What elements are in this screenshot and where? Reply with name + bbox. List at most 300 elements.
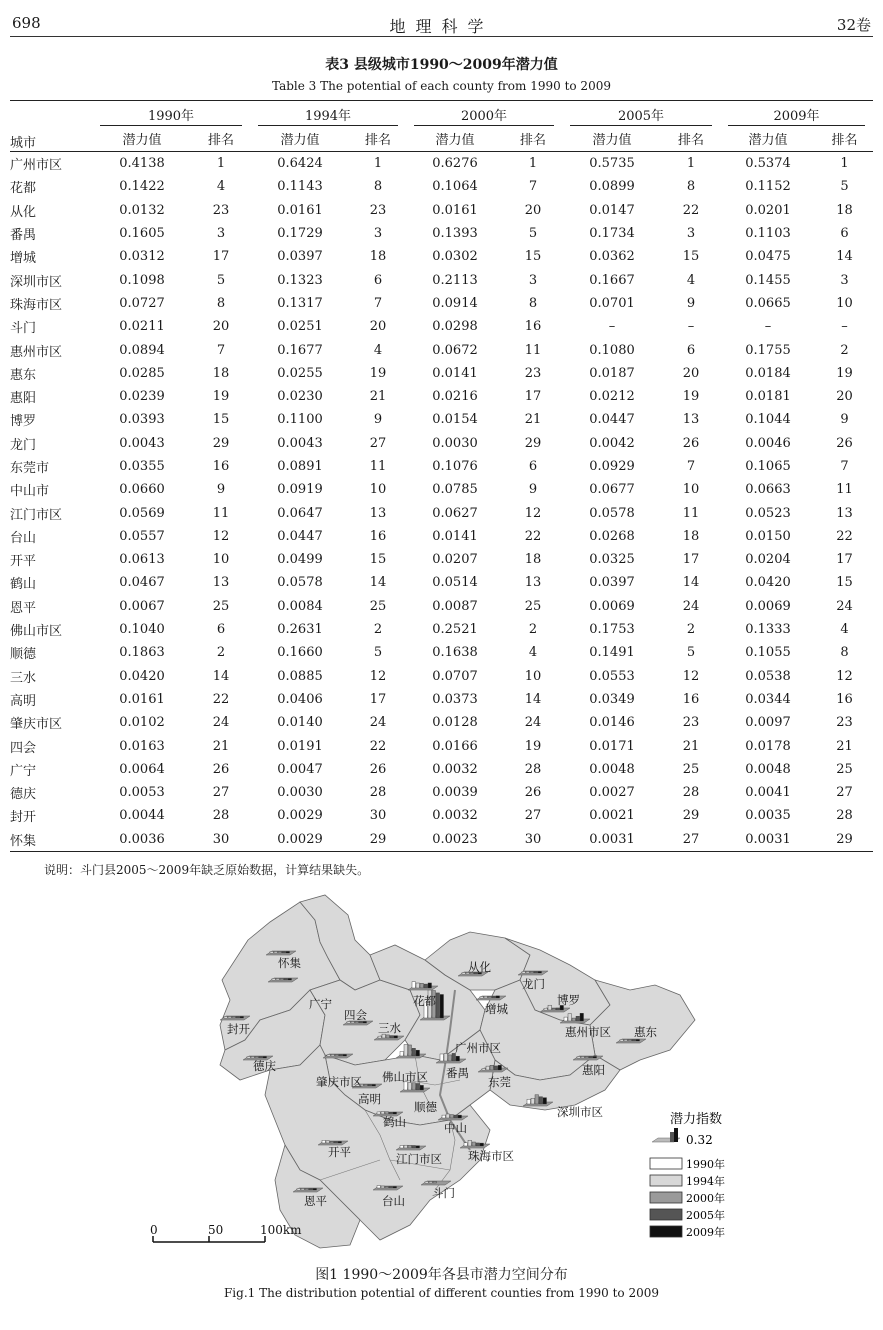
- table-row: [10, 595, 873, 618]
- label-guangning: 广宁: [309, 997, 332, 1011]
- potential-value-cell: 0.0665: [745, 295, 791, 311]
- glyph-bar: [442, 1115, 446, 1118]
- glyph-bar: [454, 1115, 458, 1118]
- city-name-cell: 四会: [10, 740, 37, 756]
- rank-cell: 7: [373, 295, 383, 311]
- potential-value-cell: 0.1638: [432, 645, 478, 661]
- glyph-bar: [313, 1189, 317, 1191]
- rank-cell: 24: [524, 715, 542, 731]
- potential-value-cell: 0.1333: [745, 622, 791, 638]
- glyph-bar: [488, 997, 492, 999]
- glyph-bar: [326, 1141, 330, 1143]
- glyph-bar: [530, 972, 534, 974]
- table-row: [10, 501, 873, 524]
- glyph-bar: [408, 1145, 412, 1148]
- rank-cell: 14: [836, 249, 853, 265]
- label-heshan: 鹤山: [383, 1115, 406, 1129]
- rank-cell: 12: [836, 668, 853, 684]
- potential-value-cell: 0.0087: [432, 598, 478, 614]
- glyph-bar: [522, 972, 526, 974]
- potential-value-cell: 0.0039: [432, 785, 478, 801]
- potential-value-cell: 0.0207: [432, 552, 478, 568]
- potential-value-cell: 0.0042: [589, 435, 635, 451]
- table-row: [10, 758, 873, 781]
- potential-value-cell: 0.1667: [589, 272, 635, 288]
- rank-cell: 29: [369, 831, 387, 847]
- label-huidong: 惠东: [634, 1025, 657, 1039]
- rank-cell: 9: [528, 482, 538, 498]
- table-row: [10, 618, 873, 641]
- rank-cell: 17: [212, 249, 230, 265]
- potential-value-cell: 0.1863: [119, 645, 165, 661]
- rank-cell: 6: [216, 622, 226, 638]
- rank-cell: 27: [836, 785, 853, 801]
- glyph-bar: [339, 1055, 343, 1057]
- glyph-bar: [444, 1053, 448, 1061]
- potential-value-cell: 0.1143: [277, 179, 323, 195]
- city-name-cell: 怀集: [10, 833, 37, 849]
- rank-cell: 24: [682, 598, 700, 614]
- potential-value-cell: 0.0030: [432, 435, 478, 451]
- city-name-cell: 花都: [10, 181, 37, 197]
- rank-cell: –: [687, 319, 695, 335]
- potential-value-cell: 0.1055: [745, 645, 791, 661]
- label-enping: 恩平: [304, 1194, 327, 1208]
- potential-value-cell: 0.0201: [745, 202, 791, 218]
- rank-cell: 3: [686, 226, 696, 242]
- rank-cell: 29: [682, 808, 700, 824]
- potential-value-cell: 0.0538: [745, 668, 791, 684]
- table-row: [10, 571, 873, 594]
- glyph-bar: [282, 952, 286, 954]
- glyph-bar: [385, 1187, 389, 1189]
- potential-value-cell: 0.1317: [277, 295, 323, 311]
- figure-caption-cn: 图1 1990～2009年各县市潜力空间分布: [315, 1267, 568, 1283]
- city-name-cell: 东莞市: [10, 461, 50, 476]
- rank-cell: 19: [369, 365, 387, 381]
- glyph-bar: [400, 1146, 404, 1148]
- potential-value-cell: 0.0298: [432, 319, 478, 335]
- glyph-bar: [572, 1018, 576, 1021]
- rank-cell: 20: [836, 389, 853, 405]
- potential-value-cell: 0.0171: [589, 738, 635, 754]
- rank-cell: 24: [369, 715, 387, 731]
- rank-cell: 14: [212, 668, 230, 684]
- rank-cell: 30: [212, 831, 230, 847]
- city-name-cell: 广州市区: [10, 158, 63, 174]
- potential-value-cell: –: [764, 319, 772, 335]
- potential-value-cell: 0.0447: [589, 412, 635, 428]
- city-name-cell: 封开: [10, 810, 37, 826]
- value-header: 潜力值: [562, 126, 662, 152]
- rank-cell: 6: [686, 342, 696, 358]
- city-name-cell: 佛山市区: [10, 624, 63, 640]
- rank-cell: 21: [369, 389, 387, 405]
- year-header-2000: 2000年: [414, 105, 554, 126]
- glyph-bar: [335, 1055, 339, 1057]
- glyph-bar: [389, 1112, 393, 1114]
- potential-value-cell: 0.1422: [119, 179, 165, 195]
- glyph-bar: [334, 1142, 338, 1144]
- potential-value-cell: 0.0467: [119, 575, 165, 591]
- potential-value-cell: 0.0128: [432, 715, 478, 731]
- rank-cell: 12: [369, 668, 387, 684]
- rank-cell: 10: [369, 482, 387, 498]
- potential-value-cell: 0.0102: [119, 715, 165, 731]
- legend-items: [650, 1157, 725, 1239]
- glyph-bar: [284, 979, 288, 981]
- potential-value-cell: 0.0069: [745, 598, 791, 614]
- rank-cell: 19: [212, 389, 230, 405]
- glyph-bar: [543, 1098, 547, 1104]
- potential-value-cell: 0.0032: [432, 761, 478, 777]
- glyph-bar: [386, 1035, 390, 1038]
- rank-cell: 16: [524, 319, 542, 335]
- rank-cell: 15: [836, 575, 853, 591]
- rank-cell: 26: [369, 761, 387, 777]
- potential-value-cell: 0.0891: [277, 459, 323, 474]
- potential-value-cell: 0.0919: [277, 482, 323, 498]
- table-row: [10, 432, 873, 455]
- rank-header: 排名: [816, 126, 873, 152]
- rank-cell: 21: [836, 738, 853, 754]
- glyph-bar: [330, 1142, 334, 1144]
- legend-label: 1994年: [686, 1175, 725, 1188]
- city-name-cell: 顺德: [10, 647, 37, 663]
- rank-cell: 20: [682, 365, 700, 381]
- potential-value-cell: 0.0064: [119, 761, 165, 777]
- table-title-en: Table 3 The potential of each county from 1990 to 2009: [272, 79, 611, 93]
- potential-value-cell: 0.0161: [119, 691, 165, 707]
- table-row: [10, 665, 873, 688]
- rank-cell: 19: [524, 738, 542, 754]
- rank-cell: 1: [686, 156, 696, 172]
- rank-header: 排名: [192, 126, 250, 152]
- rank-cell: 26: [682, 435, 700, 451]
- potential-value-cell: 0.0627: [432, 505, 478, 521]
- glyph-bar: [480, 997, 484, 999]
- legend-label: 2009年: [686, 1226, 725, 1239]
- glyph-bar: [420, 1085, 424, 1090]
- potential-value-cell: 0.0191: [277, 738, 323, 754]
- glyph-bar: [420, 983, 424, 988]
- rank-cell: 9: [216, 482, 226, 498]
- rank-cell: 15: [369, 552, 387, 568]
- rank-cell: 22: [524, 528, 542, 544]
- glyph-bar: [484, 996, 488, 998]
- potential-value-cell: 0.6276: [432, 156, 478, 172]
- potential-value-cell: 0.0140: [277, 715, 323, 731]
- rank-cell: 21: [212, 738, 230, 754]
- label-fengkai: 封开: [227, 1022, 250, 1036]
- glyph-bar: [331, 1055, 335, 1057]
- legend-swatch: [650, 1209, 682, 1220]
- rank-cell: 7: [528, 179, 538, 195]
- table-note: 说明：斗门县2005～2009年缺乏原始数据，计算结果缺失。: [44, 863, 370, 877]
- rank-cell: 10: [524, 668, 542, 684]
- table-row: [10, 152, 873, 176]
- city-name-cell: 珠海市区: [10, 297, 63, 313]
- potential-value-cell: –: [608, 319, 616, 335]
- rank-cell: 19: [682, 389, 700, 405]
- glyph-bar: [464, 1143, 468, 1146]
- potential-value-cell: 0.0163: [119, 738, 165, 754]
- city-name-cell: 德庆: [10, 787, 37, 803]
- glyph-bar: [589, 1057, 593, 1059]
- potential-value-cell: 0.2631: [277, 622, 323, 638]
- rank-cell: 22: [836, 528, 853, 544]
- glyph-bar: [456, 1056, 460, 1061]
- glyph-bar: [636, 1040, 640, 1042]
- potential-value-cell: 0.1455: [745, 272, 791, 288]
- rank-cell: 26: [836, 435, 853, 451]
- table-row: [10, 338, 873, 361]
- glyph-bar: [390, 1036, 394, 1038]
- city-name-cell: 广宁: [10, 763, 37, 779]
- rank-cell: 23: [369, 202, 387, 218]
- city-name-cell: 恩平: [10, 600, 37, 616]
- glyph-bar: [494, 1066, 498, 1070]
- glyph-bar: [278, 952, 282, 954]
- potential-value-cell: 0.0043: [277, 435, 323, 451]
- legend-label: 1990年: [686, 1158, 725, 1171]
- glyph-bar: [381, 1111, 385, 1114]
- rank-cell: 2: [528, 622, 538, 638]
- year-header-2005: 2005年: [570, 105, 712, 126]
- glyph-bar: [400, 1051, 404, 1056]
- rank-cell: 30: [369, 808, 387, 824]
- potential-value-cell: 0.0132: [119, 202, 165, 218]
- glyph-bar: [538, 972, 542, 974]
- potential-value-cell: 0.4138: [119, 156, 165, 172]
- rank-cell: 27: [682, 831, 700, 847]
- potential-value-cell: 0.0035: [745, 808, 791, 824]
- page-number: 698: [12, 14, 41, 32]
- potential-value-cell: 0.0397: [589, 575, 635, 591]
- potential-value-cell: 0.0044: [119, 808, 165, 824]
- rank-cell: 13: [369, 505, 387, 521]
- rank-cell: 7: [216, 342, 226, 358]
- potential-value-cell: 0.1605: [119, 226, 165, 242]
- potential-value-cell: 0.0660: [119, 482, 165, 498]
- glyph-bar: [534, 972, 538, 974]
- rank-cell: 17: [836, 552, 853, 568]
- glyph-bar: [472, 1142, 476, 1146]
- city-name-cell: 肇庆市区: [10, 717, 63, 733]
- table-row: [10, 385, 873, 408]
- glyph-bar: [526, 972, 530, 974]
- city-name-cell: 番禺: [10, 228, 37, 244]
- rank-cell: 15: [212, 412, 230, 428]
- rank-cell: 26: [524, 785, 542, 801]
- potential-value-cell: 0.0048: [745, 761, 791, 777]
- potential-value-cell: 0.0251: [277, 319, 323, 335]
- potential-value-cell: 0.0255: [277, 365, 323, 381]
- rank-cell: 27: [524, 808, 542, 824]
- rank-cell: 28: [836, 808, 853, 824]
- label-huadu: 花都: [413, 994, 436, 1008]
- glyph-bar: [577, 1057, 581, 1059]
- table-row: [10, 688, 873, 711]
- potential-table: [10, 100, 873, 852]
- rank-cell: 16: [212, 459, 230, 474]
- glyph-bar: [251, 1057, 255, 1059]
- potential-value-cell: 0.0046: [745, 435, 791, 451]
- potential-value-cell: 0.0029: [277, 831, 323, 847]
- label-huaiji: 怀集: [278, 956, 301, 970]
- rank-cell: 18: [212, 365, 230, 381]
- label-longmen: 龙门: [522, 977, 545, 991]
- glyph-bar: [429, 1182, 433, 1184]
- label-sihui: 四会: [344, 1008, 367, 1022]
- glyph-bar: [412, 982, 416, 988]
- potential-value-cell: 0.0325: [589, 552, 635, 568]
- glyph-bar: [440, 994, 444, 1018]
- label-kaiping: 开平: [328, 1145, 351, 1159]
- table-row: [10, 222, 873, 245]
- rank-cell: 6: [528, 459, 538, 474]
- glyph-bar: [224, 1017, 228, 1019]
- glyph-bar: [259, 1057, 263, 1059]
- rank-cell: 29: [836, 831, 853, 847]
- legend-swatch: [650, 1226, 682, 1237]
- glyph-bar: [270, 952, 274, 954]
- potential-value-cell: 0.0312: [119, 249, 165, 265]
- rank-cell: 25: [836, 761, 853, 777]
- city-name-cell: 龙门: [10, 437, 37, 453]
- glyph-bar: [232, 1017, 236, 1019]
- city-name-cell: 惠州市区: [10, 344, 63, 360]
- glyph-bar: [462, 973, 466, 975]
- potential-value-cell: 0.0147: [589, 202, 635, 218]
- rank-header: 排名: [350, 126, 406, 152]
- journal-name: 地理科学: [389, 17, 494, 36]
- rank-cell: 28: [369, 785, 387, 801]
- rank-cell: 18: [682, 528, 700, 544]
- glyph-bar: [228, 1017, 232, 1019]
- legend-scale-value: 0.32: [686, 1133, 713, 1147]
- table-row: [10, 781, 873, 804]
- rank-header: 排名: [504, 126, 562, 152]
- glyph-bar: [280, 979, 284, 981]
- rank-cell: 30: [524, 831, 542, 847]
- rank-cell: 23: [524, 365, 542, 381]
- glyph-bar: [297, 1189, 301, 1191]
- rank-cell: 14: [524, 691, 542, 707]
- rank-cell: 14: [682, 575, 700, 591]
- rank-cell: 28: [212, 808, 230, 824]
- glyph-bar: [448, 1055, 452, 1061]
- potential-value-cell: 0.0344: [745, 691, 791, 707]
- table-row: [10, 175, 873, 198]
- header-rule: [10, 36, 873, 37]
- rank-cell: 17: [682, 552, 700, 568]
- label-guangzhou: 广州市区: [455, 1041, 501, 1055]
- rank-cell: 27: [212, 785, 230, 801]
- label-jiangmen: 江门市区: [396, 1152, 442, 1166]
- rank-cell: 3: [528, 272, 538, 288]
- potential-value-cell: 0.0047: [277, 761, 323, 777]
- label-panyu: 番禺: [446, 1066, 469, 1080]
- rank-cell: 16: [369, 528, 387, 544]
- potential-value-cell: 0.0663: [745, 482, 791, 498]
- rank-cell: 1: [840, 156, 849, 172]
- potential-value-cell: 0.0523: [745, 505, 791, 521]
- potential-value-cell: 0.0420: [119, 668, 165, 684]
- label-huizhou: 惠州市区: [565, 1025, 611, 1039]
- glyph-bar: [568, 1014, 572, 1021]
- rank-cell: 24: [212, 715, 230, 731]
- glyph-bar: [416, 983, 420, 988]
- rank-cell: 15: [524, 249, 542, 265]
- potential-value-cell: 0.0184: [745, 365, 791, 381]
- potential-value-cell: 0.0031: [589, 831, 635, 847]
- potential-value-cell: 0.0285: [119, 365, 165, 381]
- rank-cell: 7: [686, 459, 696, 474]
- potential-value-cell: 0.0048: [589, 761, 635, 777]
- rank-cell: 2: [216, 645, 226, 661]
- scale-tick-0: 0: [150, 1223, 158, 1237]
- scale-tick-50: 50: [208, 1223, 224, 1237]
- potential-value-cell: 0.1677: [277, 342, 323, 358]
- potential-value-cell: 0.5374: [745, 156, 791, 172]
- potential-value-cell: 0.1491: [589, 645, 635, 661]
- potential-value-cell: 0.0268: [589, 528, 635, 544]
- glyph-bar: [433, 1182, 437, 1184]
- table-body: [10, 152, 873, 852]
- potential-value-cell: 0.0929: [589, 459, 635, 474]
- legend-swatch: [650, 1192, 682, 1203]
- rank-cell: 4: [528, 645, 538, 661]
- glyph-bar: [581, 1057, 585, 1059]
- glyph-bar: [531, 1098, 535, 1104]
- rank-cell: 8: [216, 295, 226, 311]
- potential-value-cell: 0.0569: [119, 505, 165, 521]
- glyph-bar: [624, 1040, 628, 1042]
- table-row: [10, 268, 873, 291]
- glyph-bar: [309, 1189, 313, 1191]
- table-row: [10, 711, 873, 734]
- label-zhongshan: 中山: [444, 1121, 467, 1135]
- table-row: [10, 455, 873, 478]
- potential-value-cell: 0.0041: [745, 785, 791, 801]
- rank-cell: 26: [212, 761, 230, 777]
- rank-cell: 22: [369, 738, 387, 754]
- potential-value-cell: 0.0578: [277, 575, 323, 591]
- city-name-cell: 中山市: [10, 484, 50, 500]
- potential-value-cell: 0.0178: [745, 738, 791, 754]
- rank-cell: 11: [524, 342, 542, 358]
- label-shunde: 顺德: [414, 1100, 437, 1114]
- rank-cell: 18: [369, 249, 387, 265]
- city-name-cell: 江门市区: [10, 507, 63, 523]
- rank-cell: 1: [528, 156, 538, 172]
- potential-value-cell: 0.0187: [589, 365, 635, 381]
- rank-cell: 8: [373, 179, 383, 195]
- glyph-bar: [416, 1146, 420, 1148]
- rank-cell: 24: [836, 598, 853, 614]
- glyph-bar: [416, 1083, 420, 1090]
- glyph-bar: [343, 1055, 347, 1057]
- rank-cell: 16: [682, 691, 700, 707]
- glyph-bar: [377, 1112, 381, 1114]
- legend-swatch: [650, 1158, 682, 1169]
- glyph-bar: [632, 1040, 636, 1042]
- rank-cell: 28: [524, 761, 542, 777]
- potential-value-cell: 0.1660: [277, 645, 323, 661]
- rank-cell: 4: [216, 179, 226, 195]
- glyph-bar: [428, 983, 432, 988]
